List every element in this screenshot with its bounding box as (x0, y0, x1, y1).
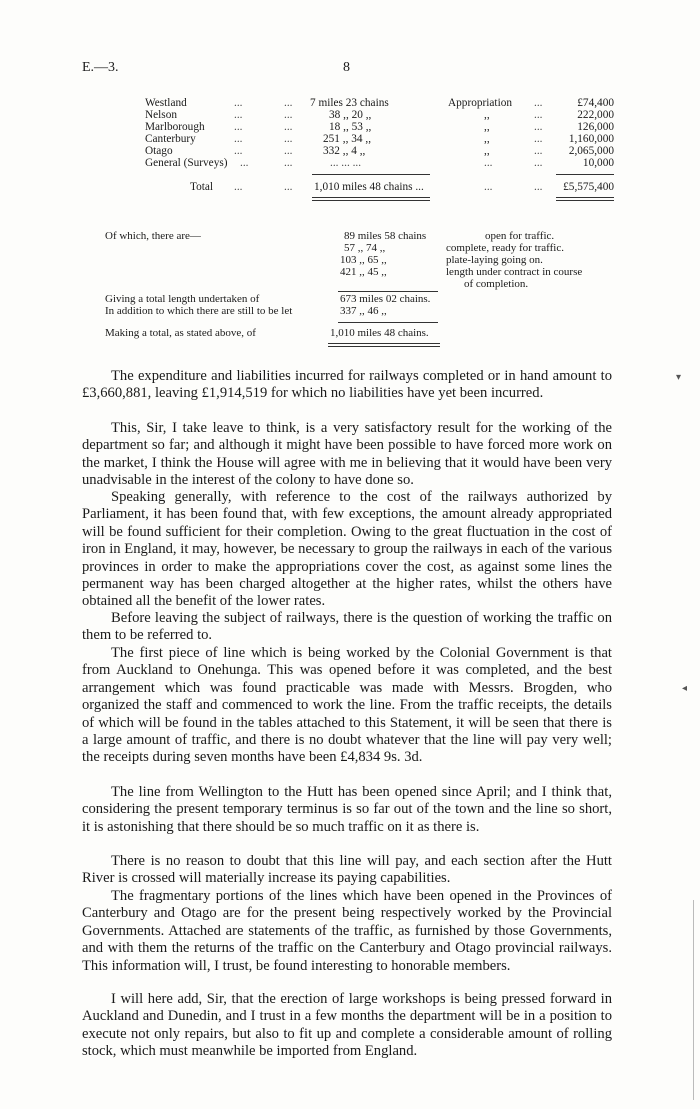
breakdown-note: plate-laying going on. (446, 254, 543, 266)
scan-mark: ▾ (676, 372, 682, 383)
row-amount: £74,400 (577, 97, 614, 109)
row-name: General (Surveys) (145, 157, 228, 169)
breakdown-total-value: 1,010 miles 48 chains. (330, 327, 429, 339)
breakdown-note: open for traffic. (485, 230, 555, 242)
tolet-label: In addition to which there are still to be let (105, 305, 293, 317)
total-length: 1,010 miles 48 chains ... (314, 181, 424, 193)
total-amount: £5,575,400 (563, 181, 614, 193)
row-name: Westland (145, 97, 187, 109)
breakdown-rule (328, 343, 440, 344)
table-row: Marlborough ... ... 18 ,, 53 ,, ,, ... 126,000 (145, 121, 614, 133)
total-label: Total (190, 181, 214, 193)
table-row: Nelson ... ... 38 ,, 20 ,, ,, ... 222,000 (145, 109, 614, 121)
breakdown-note: length under contract in course (446, 266, 583, 278)
row-appropriation: ,, (484, 121, 490, 133)
breakdown-length: 103 ,, 65 ,, (340, 254, 387, 266)
table-row: General (Surveys) ... ... ... ... ... ... ... 10,000 (145, 157, 614, 169)
table-rule (312, 174, 430, 175)
row-length: 38 ,, 20 ,, (329, 109, 372, 121)
breakdown-note: of completion. (464, 278, 529, 290)
scan-edge (693, 900, 694, 1100)
table-total-row: Total ... ... 1,010 miles 48 chains ... ... ... £5,575,400 (190, 181, 614, 193)
row-name: Otago (145, 145, 173, 157)
breakdown-length: 57 ,, 74 ,, (344, 242, 386, 254)
breakdown-length: 89 miles 58 chains (344, 230, 427, 242)
row-amount: 2,065,000 (568, 145, 614, 157)
body-paragraph: The fragmentary portions of the lines which have been opened in the Provinces of Canterbury and Otago are for the present being respectively worked by the Provincial Governments. Attached are statements of the traffic, as furnished by those Governments, and with them the returns of the traffic on the Canterbury and Otago provincial railways. This information will, I trust, be found interesting to honorable members. (82, 888, 612, 974)
row-appropriation: Appropriation (448, 97, 513, 109)
row-amount: 126,000 (577, 121, 614, 133)
row-appropriation: ,, (484, 145, 490, 157)
table-rule (556, 200, 614, 201)
document-reference: E.—3. (82, 60, 119, 75)
table-row: Canterbury ... ... 251 ,, 34 ,, ,, ... 1,160,000 (145, 133, 614, 145)
body-paragraph: There is no reason to doubt that this line will pay, and each section after the Hutt River is crossed will materially increase its paying capabilities. (82, 853, 612, 887)
breakdown-intro: Of which, there are— (105, 230, 201, 242)
row-name: Marlborough (145, 121, 205, 133)
body-paragraph: The line from Wellington to the Hutt has been opened since April; and I think that, considering the present temporary terminus is so far out of the town and the line so short, it is astonishing that there should be so much traffic on it as there is. (82, 784, 612, 835)
row-length: 332 ,, 4 ,, (323, 145, 366, 157)
row-amount: 1,160,000 (568, 133, 614, 145)
page-number: 8 (343, 60, 350, 75)
body-paragraph: The first piece of line which is being worked by the Colonial Government is that from Auckland to Onehunga. This was opened before it was completed, and the best arrangement which was found practicable was made with Messrs. Brogden, who organized the staff and commenced to work the line. From the traffic receipts, the details of which will be found in the tables attached to this Statement, it will be seen that there is a large amount of traffic, and there is no doubt whatever that the line will pay very well; the receipts during seven months have been £4,834 9s. 3d. (82, 645, 612, 766)
row-length: 18 ,, 53 ,, (329, 121, 372, 133)
undertaken-value: 673 miles 02 chains. (340, 293, 431, 305)
row-amount: 222,000 (577, 109, 614, 121)
table-rule (556, 197, 614, 198)
row-length: ... ... ... (330, 157, 362, 169)
row-amount: 10,000 (582, 157, 614, 169)
row-length: 251 ,, 34 ,, (323, 133, 372, 145)
row-appropriation: ... (484, 157, 493, 169)
body-paragraph: Before leaving the subject of railways, there is the question of working the traffic on them to be referred to. (82, 610, 612, 644)
breakdown-rule (328, 346, 440, 347)
undertaken-label: Giving a total length undertaken of (105, 293, 260, 305)
tolet-value: 337 ,, 46 ,, (340, 305, 387, 317)
body-paragraph: Speaking generally, with reference to the cost of the railways authorized by Parliament, it has been found that, with few exceptions, the amount already appropriated will be found sufficient for their completion. Owing to the great fluctuation in the cost of iron in England, it may, however, be necessary to group the railways in each of the various provinces in order to make the appropriations cover the cost, as against some lines the permanent way has been charged altogether at the higher rates, whilst the others have obtained all the benefit of the lower rates. (82, 489, 612, 610)
breakdown-row (0, 327, 700, 340)
breakdown-rule (338, 291, 438, 292)
body-paragraph: I will here add, Sir, that the erection of large workshops is being pressed forward in Auckland and Dunedin, and I trust in a few months the department will be in a position to execute not only repairs, but also to fit up and complete a considerable amount of rolling stock, which must meanwhile be imported from England. (82, 991, 612, 1060)
breakdown-row (0, 278, 700, 291)
row-appropriation: ,, (484, 133, 490, 145)
breakdown-rule (338, 322, 438, 323)
row-name: Nelson (145, 109, 178, 121)
row-appropriation: ,, (484, 109, 490, 121)
scan-mark: ◂ (682, 683, 688, 694)
body-paragraph: This, Sir, I take leave to think, is a very satisfactory result for the working of the department so far; and although it might have been possible to have forced more work on the market, I think the House will agree with me in believing that it would have been very unadvisable in the interest of the colony to have done so. (82, 420, 612, 489)
row-length: 7 miles 23 chains (310, 97, 389, 109)
breakdown-total-label: Making a total, as stated above, of (105, 327, 256, 339)
row-name: Canterbury (145, 133, 196, 145)
table-row: Westland ... ... 7 miles 23 chains Appropriation ... £74,400 (145, 97, 614, 109)
breakdown-row (0, 305, 700, 318)
table-rule (312, 200, 430, 201)
table-row: Otago ... ... 332 ,, 4 ,, ,, ... 2,065,000 (145, 145, 614, 157)
body-paragraph: The expenditure and liabilities incurred for railways completed or in hand amount to £3,660,881, leaving £1,914,519 for which no liabilities have yet been incurred. (82, 368, 612, 402)
breakdown-note: complete, ready for traffic. (446, 242, 564, 254)
table-rule (556, 174, 614, 175)
breakdown-length: 421 ,, 45 ,, (340, 266, 387, 278)
table-rule (312, 197, 430, 198)
